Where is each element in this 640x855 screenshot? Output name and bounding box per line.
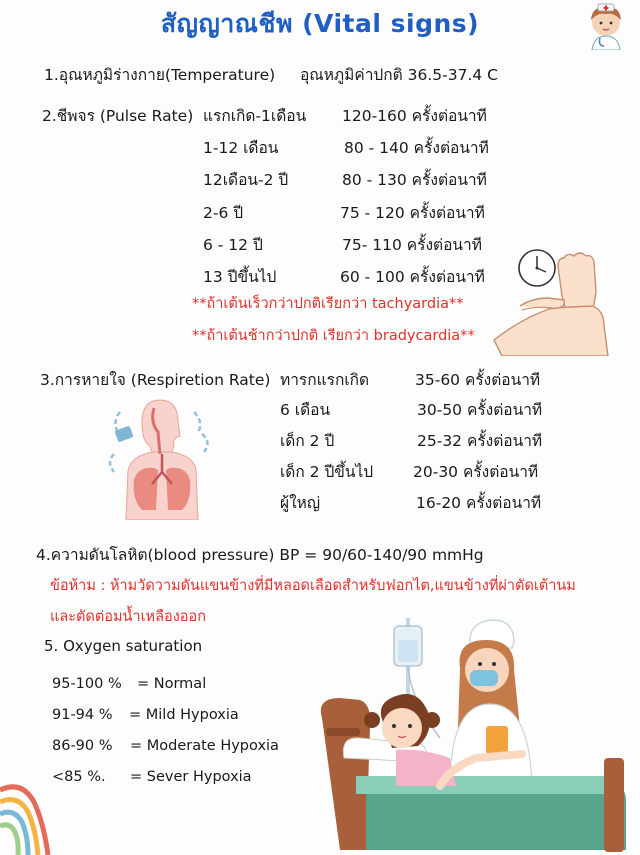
respiration-rate: 25-32 ครั้งต่อนาที [417,432,543,450]
lungs-illustration [102,392,220,520]
pulse-label: 2.ชีพจร (Pulse Rate) [42,107,194,125]
temperature-normal: อุณหภูมิค่าปกติ 36.5-37.4 C [300,66,498,84]
temperature-label: 1.อุณหภูมิร่างกาย(Temperature) [44,66,276,84]
pulse-age: 1-12 เดือน [203,139,279,157]
respiration-age: ผู้ใหญ่ [280,494,321,512]
pulse-rate: 60 - 100 ครั้งต่อนาที [340,268,485,286]
pulse-age: 6 - 12 ปี [203,236,263,254]
oxygen-range: 95-100 % [52,676,122,692]
pulse-age: 12เดือน-2 ปี [203,171,289,189]
respiration-rate: 35-60 ครั้งต่อนาที [415,371,541,389]
oxygen-range: 91-94 % [52,707,113,723]
respiration-rate: 30-50 ครั้งต่อนาที [417,401,543,419]
page-title: สัญญาณชีพ (Vital signs) [160,9,480,38]
pulse-age: 2-6 ปี [203,204,244,222]
respiration-age: 6 เดือน [280,401,331,419]
decorative-waves [0,772,70,855]
oxygen-label: 5. Oxygen saturation [44,637,203,655]
bradycardia-note: **ถ้าเต้นช้ากว่าปกติ เรียกว่า bradycardia** [192,328,475,344]
respiration-age: ทารกแรกเกิด [280,371,370,389]
doctor-illustration [578,2,634,50]
pulse-check-illustration [492,248,610,356]
oxygen-range: <85 %. [52,769,106,785]
pulse-rate: 120-160 ครั้งต่อนาที [342,107,487,125]
pulse-age: แรกเกิด-1เดือน [203,107,307,125]
oxygen-range: 86-90 % [52,738,113,754]
oxygen-status: = Sever Hypoxia [130,769,252,785]
respiration-age: เด็ก 2 ปี [280,432,335,450]
bp-warning-line2: และตัดต่อมน้ำเหลืองออก [50,609,206,625]
pulse-rate: 80 - 140 ครั้งต่อนาที [344,139,489,157]
respiration-label: 3.การหายใจ (Respiretion Rate) [40,371,271,389]
oxygen-status: = Mild Hypoxia [129,707,239,723]
respiration-rate: 16-20 ครั้งต่อนาที [416,494,542,512]
hospital-scene-illustration [300,608,630,853]
respiration-rate: 20-30 ครั้งต่อนาที [413,463,539,481]
pulse-rate: 80 - 130 ครั้งต่อนาที [342,171,487,189]
respiration-age: เด็ก 2 ปีขึ้นไป [280,463,374,481]
tachycardia-note: **ถ้าเต้นเร็วกว่าปกติเรียกว่า tachyardia** [192,296,464,312]
oxygen-status: = Normal [137,676,207,692]
pulse-age: 13 ปีขึ้นไป [203,268,277,286]
bp-warning-line1: ข้อห้าม : ห้ามวัดวามดันแขนข้างที่มีหลอดเลือดสำหรับฟอกไต,แขนข้างที่ผ่าตัดเต้านม [50,578,576,594]
oxygen-status: = Moderate Hypoxia [130,738,279,754]
pulse-rate: 75- 110 ครั้งต่อนาที [342,236,482,254]
blood-pressure-label: 4.ความดันโลหิต(blood pressure) BP = 90/60-140/90 mmHg [36,546,484,564]
pulse-rate: 75 - 120 ครั้งต่อนาที [340,204,485,222]
